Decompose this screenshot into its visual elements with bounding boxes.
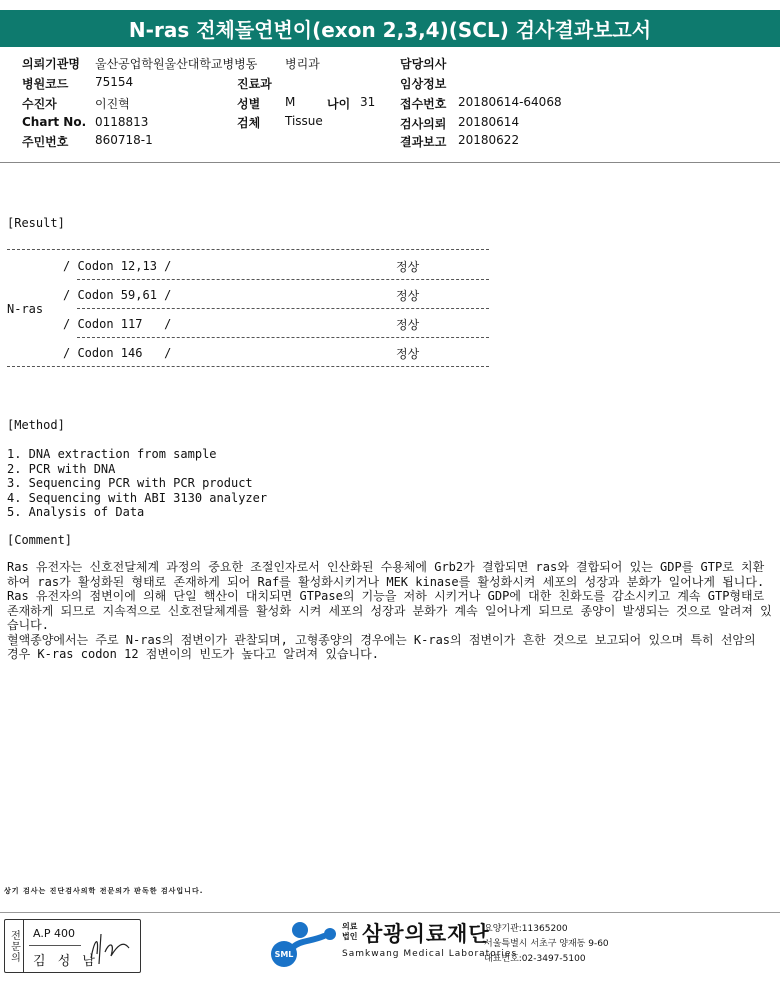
sml-logo-icon: [270, 918, 340, 973]
handwritten-signature: [85, 928, 135, 968]
lab-address: 서울특별시 서초구 양재동 9-60: [484, 939, 609, 949]
institution-dept: 병리과: [285, 57, 320, 71]
result-top-rule: [7, 249, 489, 250]
ssn-value: 860718-1: [95, 133, 153, 147]
comment-paragraph: Ras 유전자의 점변이에 의해 단일 핵산이 대치되면 GTPase의 기능을 저하 시키거나 GDP에 대한 친화도를 감소시키고 계속 GTP형태로 존재하게 되므로 지속적으로 신호전달체계를 활성화 시켜 세포의 성장과 분화가 계속 일어나게 되므로 종양이 발생되는 것으로 알려져 있습니다.: [7, 589, 772, 632]
sex-label: 성별: [237, 97, 261, 111]
result-row-codon: / Codon 117 /: [63, 317, 172, 331]
age-value: 31: [360, 95, 376, 109]
footer-divider: [0, 912, 780, 913]
report-date-value: 20180622: [458, 133, 520, 147]
age-label: 나이: [327, 97, 351, 111]
logo-text: SML: [274, 950, 294, 959]
lab-code: 요양기관:11365200: [484, 924, 568, 934]
hospital-code-label: 병원코드: [22, 77, 69, 91]
comment-body: [7, 560, 772, 662]
lab-info: [484, 922, 609, 967]
method-list: [7, 447, 267, 520]
accession-label: 접수번호: [400, 97, 447, 111]
chart-value: 0118813: [95, 115, 149, 129]
report-title: N-ras 전체돌연변이(exon 2,3,4)(SCL) 검사결과보고서: [0, 10, 780, 47]
method-step: 2. PCR with DNA: [7, 461, 116, 476]
comment-paragraph: 혈액종양에서는 주로 N-ras의 점변이가 관찰되며, 고형종양의 경우에는 K-ras의 점변이가 흔한 것으로 보고되어 있으며 특히 선암의 경우 K-ras codon 12 점변이의 빈도가 높다고 알려져 있습니다.: [7, 632, 756, 661]
gene-label: N-ras: [7, 302, 44, 316]
result-bottom-rule: [7, 366, 489, 367]
method-heading: [Method]: [7, 418, 65, 432]
result-row-divider: [77, 337, 489, 338]
result-row-codon: / Codon 12,13 /: [63, 259, 172, 273]
footnote: 상기 검사는 진단검사의학 전문의가 판독한 검사입니다.: [4, 887, 204, 895]
clinical-label: 임상정보: [400, 77, 447, 91]
accession-value: 20180614-64068: [458, 95, 562, 109]
result-heading: [Result]: [7, 216, 65, 230]
report-header: [0, 52, 780, 162]
dept-label: 진료과: [237, 77, 272, 91]
institution-label: 의뢰기관명: [22, 57, 80, 71]
patient-value: 이진혁: [95, 97, 130, 111]
institution-value: 울산공업학원울산대학교병병동: [95, 57, 258, 71]
method-step: 5. Analysis of Data: [7, 505, 145, 519]
method-step: 3. Sequencing PCR with PCR product: [7, 476, 253, 490]
doctor-label: 담당의사: [400, 57, 447, 71]
result-row-value: 정상: [396, 318, 420, 332]
report-date-label: 결과보고: [400, 135, 447, 149]
sex-value: M: [285, 95, 296, 109]
lab-english-name: Samkwang Medical Laboratories: [342, 949, 518, 959]
chart-label: Chart No.: [22, 115, 87, 129]
hospital-code-value: 75154: [95, 75, 134, 89]
ssn-label: 주민번호: [22, 135, 69, 149]
result-row-codon: / Codon 146 /: [63, 346, 172, 360]
result-row-divider: [77, 308, 489, 309]
comment-paragraph: Ras 유전자는 신호전달체계 과정의 중요한 조절인자로서 인산화된 수용체에 Grb2가 결합되면 ras와 결합되어 있는 GDP를 GTP로 치환하여 ras가 활성화된 형태로 존재하게 되어 Raf를 활성화시키거나 MEK kinase를 활성화시켜 세포의 성장과 분화가 일어나게 됩니다.: [7, 560, 765, 589]
lab-corp-type: 의료 법인: [342, 922, 358, 941]
method-step: 1. DNA extraction from sample: [7, 447, 217, 461]
lab-phone: 대표번호:02-3497-5100: [484, 954, 586, 964]
lab-name: 삼광의료재단: [362, 922, 490, 946]
patient-label: 수진자: [22, 97, 57, 111]
specimen-label: 검체: [237, 116, 261, 130]
result-row-codon: / Codon 59,61 /: [63, 288, 172, 302]
signature-box: [4, 919, 141, 973]
request-value: 20180614: [458, 115, 520, 129]
signature-name: 김 성 남: [33, 954, 99, 969]
request-label: 검사의뢰: [400, 117, 447, 131]
result-row-value: 정상: [396, 347, 420, 361]
specimen-value: Tissue: [285, 114, 323, 128]
header-divider: [0, 162, 780, 163]
signature-ap: A.P 400: [33, 927, 75, 940]
signature-role: 전문의: [5, 920, 24, 972]
result-row-value: 정상: [396, 260, 420, 274]
comment-heading: [Comment]: [7, 533, 73, 547]
result-row-value: 정상: [396, 289, 420, 303]
result-row-divider: [77, 279, 489, 280]
method-step: 4. Sequencing with ABI 3130 analyzer: [7, 490, 268, 505]
signature-divider: [29, 945, 81, 946]
